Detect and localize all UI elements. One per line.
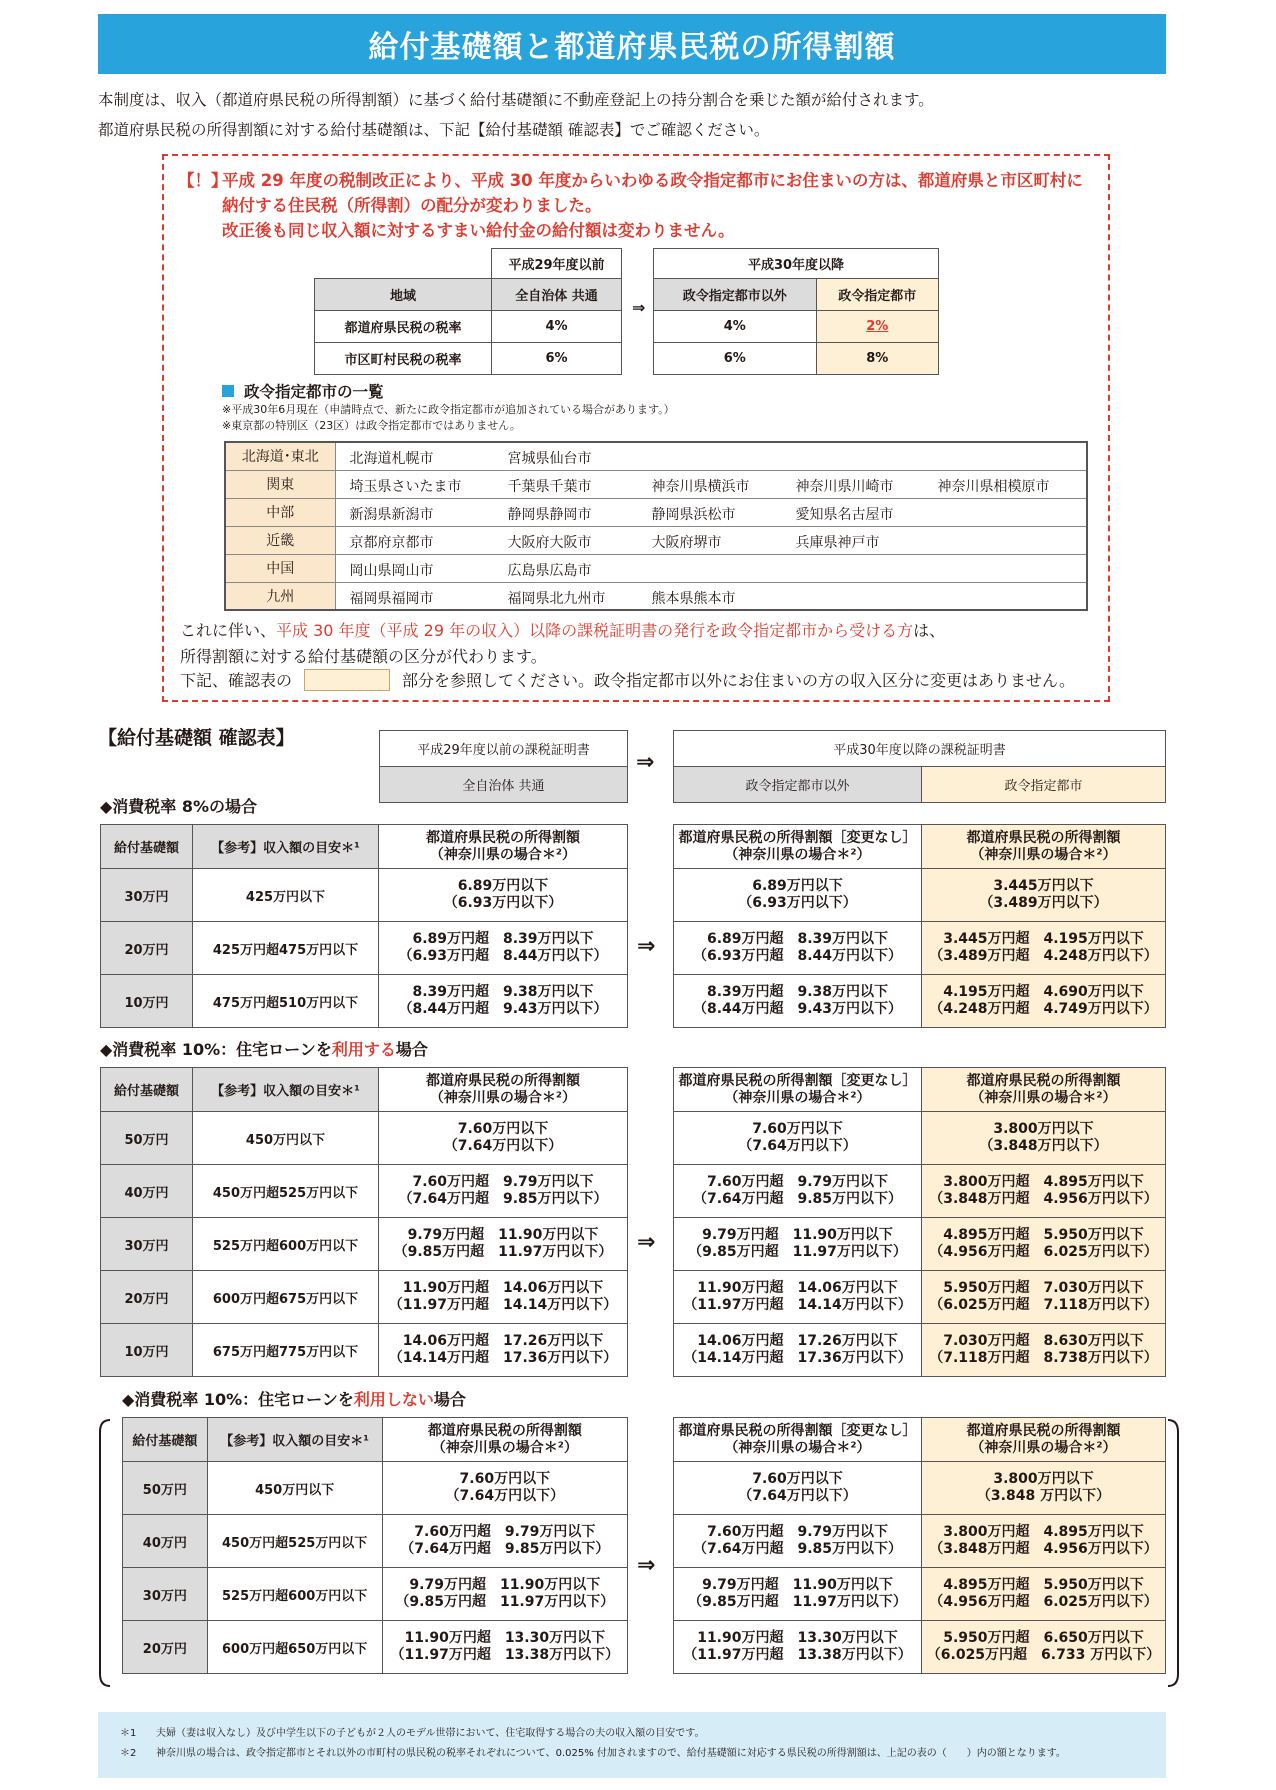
income-table-left: 給付基礎額 【参考】収入額の目安＊¹ 都道府県民税の所得割額 （神奈川県の場合＊²） 50万円 450万円以下 7.60万円以下 （7.64万円以下） 40万円 450万円超525万円以下 7.60万円超 9.79万円以下 （7.64万円超 9.85万円以下） 30万円 525万円超600万円以下 9.79万円超 11.90万円以下 （9.85万円超 11.97万円以下） 20万円 600万円超650万円以下 11.90万円超 13.30万円以下 （11.97万円超 13.38万円以下） (122, 1417, 628, 1674)
region-label: 北海道･東北 (225, 442, 335, 470)
city-name: 福岡県福岡市 (349, 590, 434, 607)
rate-table-after: 平成30年度以降 政令指定都市以外 政令指定都市 4% 2% 6% 8% (653, 248, 939, 375)
city-name: 新潟県新潟市 (349, 506, 434, 523)
section-arrow: ⇒ (637, 1553, 656, 1578)
city-name: 神奈川県川崎市 (795, 478, 894, 495)
city-name: 熊本県熊本市 (651, 590, 736, 607)
alert-line-3: 改正後も同じ収入額に対するすまい給付金の給付額は変わりません。 (222, 221, 735, 240)
cert-after-header: 平成30年度以降の課税証明書 政令指定都市以外 政令指定都市 (673, 730, 1166, 803)
city-name: 愛知県名古屋市 (795, 506, 894, 523)
city-name: 大阪府堺市 (651, 534, 722, 551)
income-table-left: 給付基礎額 【参考】収入額の目安＊¹ 都道府県民税の所得割額 （神奈川県の場合＊²） 50万円 450万円以下 7.60万円以下 （7.64万円以下） 40万円 450万円超525万円以下 7.60万円超 9.79万円以下 （7.64万円超 9.85万円以下） 30万円 525万円超600万円以下 9.79万円超 11.90万円以下 （9.85万円超 11.97万円以下） 20万円 600万円超675万円以下 11.90万円超 14.06万円以下 （11.97万円超 14.14万円以下） 10万円 675万円超775万円以下 14.06万円超 17.26万円以下 （14.14万円超 17.36万円以下） (100, 1067, 628, 1377)
income-table-left: 給付基礎額 【参考】収入額の目安＊¹ 都道府県民税の所得割額 （神奈川県の場合＊²） 30万円 425万円以下 6.89万円以下 （6.93万円以下） 20万円 425万円超475万円以下 6.89万円超 8.39万円以下 （6.93万円超 8.44万円以下） 10万円 475万円超510万円以下 8.39万円超 9.38万円以下 （8.44万円超 9.43万円以下） (100, 824, 628, 1028)
city-name: 兵庫県神戸市 (795, 534, 880, 551)
cities-note-2: ※東京都の特別区（23区）は政令指定都市ではありません。 (222, 419, 521, 432)
rate-arrow: ⇒ (632, 298, 646, 317)
section-arrow: ⇒ (637, 933, 656, 959)
city-name: 京都府京都市 (349, 534, 434, 551)
region-label: 近畿 (225, 526, 335, 554)
cities-note-1: ※平成30年6月現在（申請時点で、新たに政令指定都市が追加されている場合があります。） (222, 403, 675, 416)
tax-reform-alert (178, 168, 1083, 243)
income-table-right: 都道府県民税の所得割額［変更なし］ （神奈川県の場合＊²） 都道府県民税の所得割額 （神奈川県の場合＊²） 7.60万円以下 （7.64万円以下） 3.800万円以下 （3.848万円以下） 7.60万円超 9.79万円以下 （7.64万円超 9.85万円以下） 3.800万円超 4.895万円以下 （3.848万円超 4.956万円以下） 9.79万円超 11.90万円以下 （9.85万円超 11.97万円以下） 4.895万円超 5.950万円以下 （4.956万円超 6.025万円以下） 11.90万円超 14.06万円以下 （11.97万円超 14.14万円以下） 5.950万円超 7.030万円以下 （6.025万円超 7.118万円以下） 14.06万円超 17.26万円以下 （14.14万円超 17.36万円以下） 7.030万円超 8.630万円以下 （7.118万円超 8.738万円以下） (673, 1067, 1166, 1377)
rate-table-before: 平成29年度以前 地域 全自治体 共通 都道府県民税の税率 4% 市区町村民税の税率 6% (314, 248, 622, 375)
city-name: 岡山県岡山市 (349, 562, 434, 579)
income-table-right: 都道府県民税の所得割額［変更なし］ （神奈川県の場合＊²） 都道府県民税の所得割額 （神奈川県の場合＊²） 7.60万円以下 （7.64万円以下） 3.800万円以下 （3.848 万円以下） 7.60万円超 9.79万円以下 （7.64万円超 9.85万円以下） 3.800万円超 4.895万円以下 （3.848万円超 4.956万円以下） 9.79万円超 11.90万円以下 （9.85万円超 11.97万円以下） 4.895万円超 5.950万円以下 （4.956万円超 6.025万円以下） 11.90万円超 13.30万円以下 （11.97万円超 13.38万円以下） 5.950万円超 6.650万円以下 （6.025万円超 6.733 万円以下） (673, 1417, 1166, 1674)
region-label: 九州 (225, 582, 335, 610)
city-name: 大阪府大阪市 (507, 534, 592, 551)
alert-line-2: 納付する住民税（所得割）の配分が変わりました。 (222, 196, 602, 215)
section-title: ◆消費税率 10%：住宅ローンを利用する場合 (100, 1040, 428, 1059)
city-name: 静岡県浜松市 (651, 506, 736, 523)
region-label: 関東 (225, 470, 335, 498)
intro-line-1: 本制度は、収入（都道府県民税の所得割額）に基づく給付基礎額に不動産登記上の持分割合を乗じた額が給付されます。 (98, 91, 934, 109)
city-name: 埼玉県さいたま市 (349, 478, 462, 495)
after-line-3: 下記、確認表の 部分を参照してください。政令指定都市以外にお住まいの方の収入区分に変更はありません。 (180, 668, 1075, 691)
income-table-right: 都道府県民税の所得割額［変更なし］ （神奈川県の場合＊²） 都道府県民税の所得割額 （神奈川県の場合＊²） 6.89万円以下 （6.93万円以下） 3.445万円以下 （3.489万円以下） 6.89万円超 8.39万円以下 （6.93万円超 8.44万円以下） 3.445万円超 4.195万円以下 （3.489万円超 4.248万円以下） 8.39万円超 9.38万円以下 （8.44万円超 9.43万円以下） 4.195万円超 4.690万円以下 （4.248万円超 4.749万円以下） (673, 824, 1166, 1028)
highlight-swatch (304, 669, 390, 691)
city-name: 神奈川県相模原市 (937, 478, 1050, 495)
region-label: 中部 (225, 498, 335, 526)
left-bracket (98, 1418, 112, 1688)
city-name: 千葉県千葉市 (507, 478, 592, 495)
footnotes: ＊1 夫婦（妻は収入なし）及び中学生以下の子どもが２人のモデル世帯において、住宅取得する場合の夫の収入額の目安です。 ＊2 神奈川県の場合は、政令指定都市とそれ以外の市町村の県民税の税率それぞれについて、0.025% 付加されますので、給付基礎額に対応する県民税の所得割額は、上記の表の（ ）内の額となります。 (98, 1712, 1166, 1778)
city-name: 福岡県北九州市 (507, 590, 606, 607)
after-line-1: これに伴い、平成 30 年度（平成 29 年の収入）以降の課税証明書の発行を政令指定都市から受ける方は、 (180, 621, 946, 640)
city-name: 広島県広島市 (507, 562, 592, 579)
city-name: 静岡県静岡市 (507, 506, 592, 523)
section-arrow: ⇒ (637, 1229, 656, 1255)
section-title: ◆消費税率 8%の場合 (100, 797, 258, 816)
alert-line-1: 平成 29 年度の税制改正により、平成 30 年度からいわゆる政令指定都市にお住まいの方は、都道府県と市区町村に (222, 171, 1083, 190)
city-name: 宮城県仙台市 (507, 451, 592, 467)
designated-cities-title: 政令指定都市の一覧 (222, 380, 384, 402)
alert-mark: 【！】 (178, 171, 228, 190)
intro-line-2: 都道府県民税の所得割額に対する給付基礎額は、下記【給付基礎額 確認表】でご確認ください。 (98, 121, 770, 139)
designated-cities-table (224, 441, 1088, 611)
cert-before-header: 平成29年度以前の課税証明書 全自治体 共通 (379, 730, 628, 803)
page-title: 給付基礎額と都道府県民税の所得割額 (98, 14, 1166, 74)
section-title: ◆消費税率 10%：住宅ローンを利用しない場合 (122, 1390, 466, 1409)
right-bracket (1166, 1418, 1180, 1688)
after-line-2: 所得割額に対する給付基礎額の区分が代わります。 (180, 647, 547, 666)
region-label: 中国 (225, 554, 335, 582)
confirm-table-title: 【給付基礎額 確認表】 (98, 727, 295, 749)
city-name: 神奈川県横浜市 (651, 478, 750, 495)
cert-arrow: ⇒ (636, 750, 655, 775)
city-name: 北海道札幌市 (349, 451, 434, 467)
